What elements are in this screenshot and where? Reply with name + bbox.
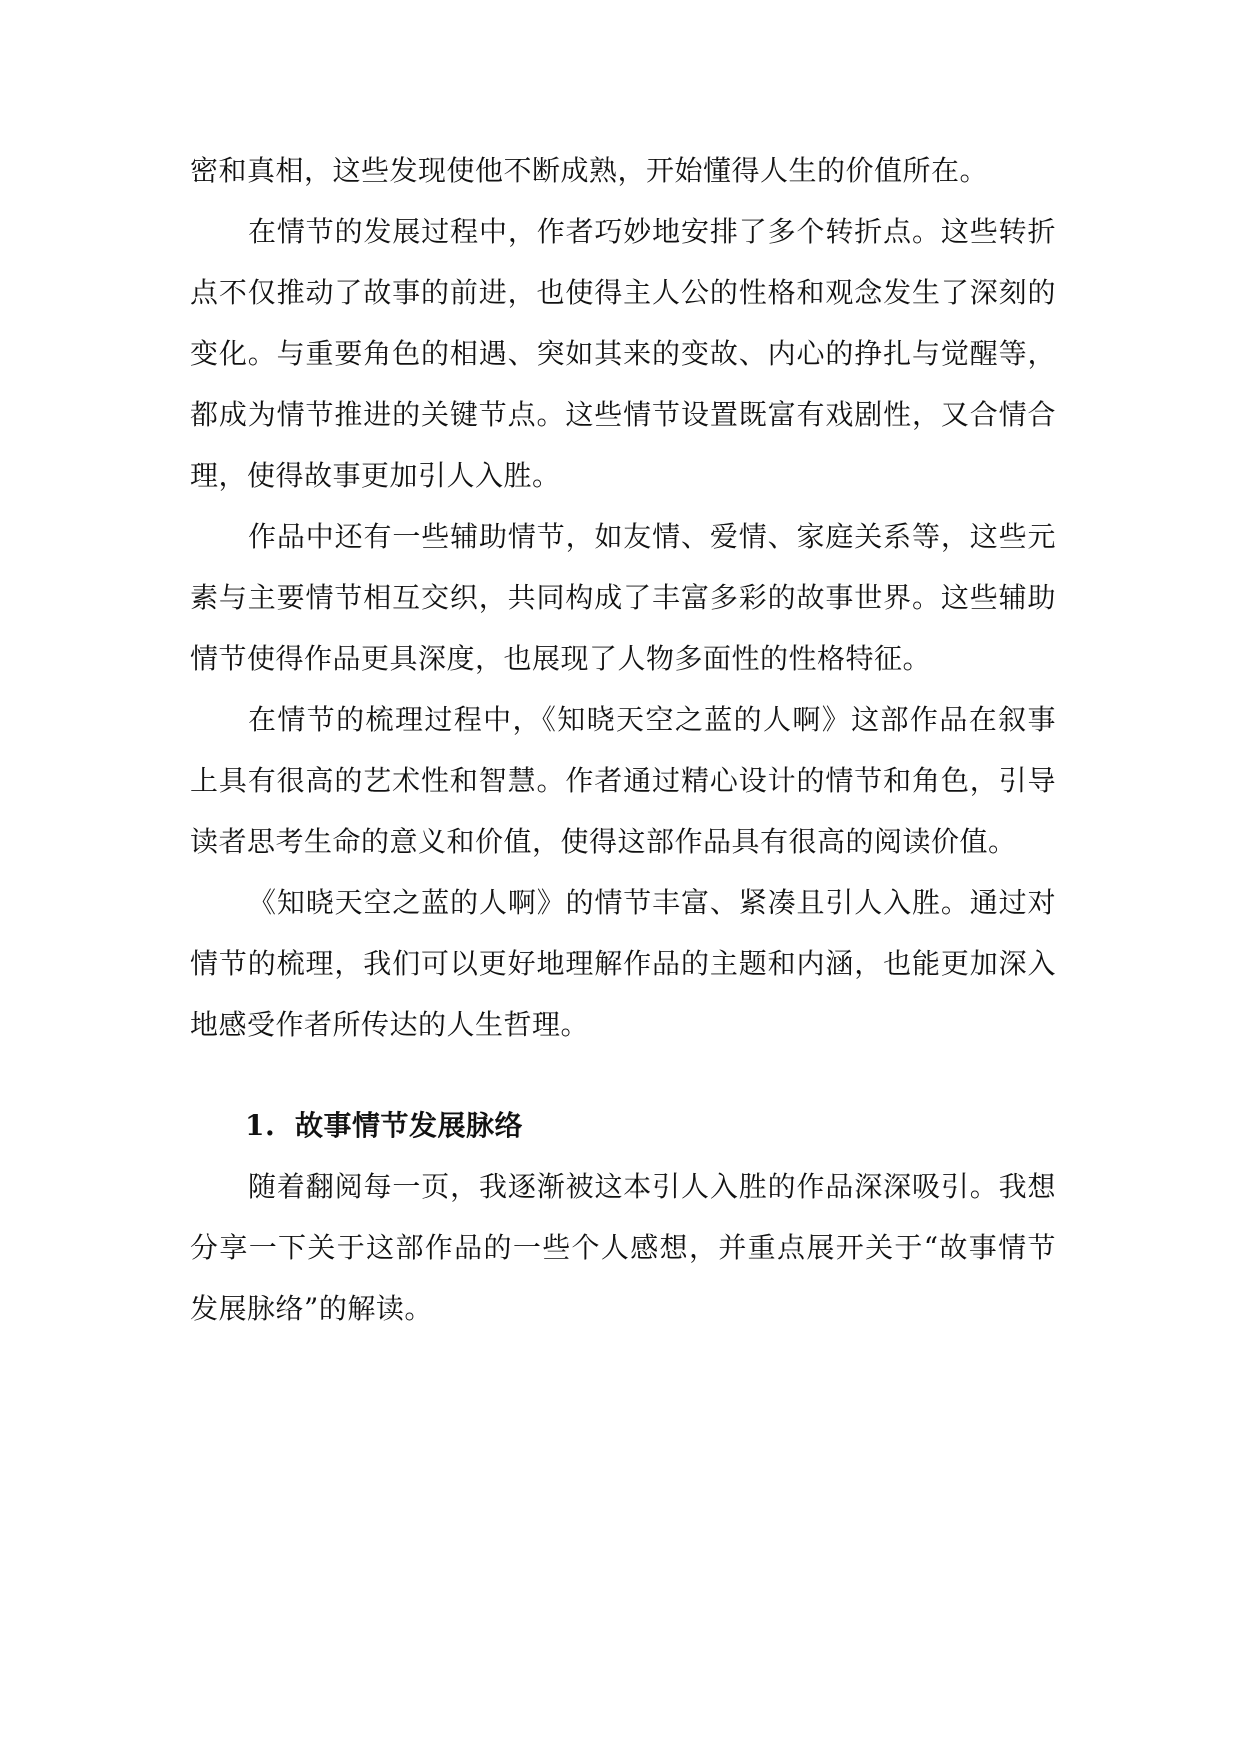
paragraph-subplots: 作品中还有一些辅助情节，如友情、爱情、家庭关系等，这些元素与主要情节相互交织，共同构成了丰富多彩的故事世界。这些辅助情节使得作品更具深度，也展现了人物多面性的性格特征。 [190, 520, 1056, 675]
paragraph-turning-points: 在情节的发展过程中，作者巧妙地安排了多个转折点。这些转折点不仅推动了故事的前进，也使得主人公的性格和观念发生了深刻的变化。与重要角色的相遇、突如其来的变故、内心的挣扎与觉醒等，都成为情节推进的关键节点。这些情节设置既富有戏剧性，又合情合理，使得故事更加引人入胜。 [190, 215, 1056, 492]
paragraph-intro: 随着翻阅每一页，我逐渐被这本引人入胜的作品深深吸引。我想分享一下关于这部作品的一些个人感想，并重点展开关于“故事情节发展脉络”的解读。 [190, 1170, 1056, 1325]
section-heading [190, 1095, 1056, 1156]
document-body [190, 140, 1056, 1339]
paragraph-summary: 《知晓天空之蓝的人啊》的情节丰富、紧凑且引人入胜。通过对情节的梳理，我们可以更好地理解作品的主题和内涵，也能更加深入地感受作者所传达的人生哲理。 [190, 886, 1056, 1041]
paragraph-continuation: 密和真相，这些发现使他不断成熟，开始懂得人生的价值所在。 [190, 154, 989, 187]
section-title: 故事情节发展脉络 [295, 1109, 524, 1142]
section-number: 1. [245, 1109, 276, 1142]
paragraph-narrative-art: 在情节的梳理过程中，《知晓天空之蓝的人啊》这部作品在叙事上具有很高的艺术性和智慧。作者通过精心设计的情节和角色，引导读者思考生命的意义和价值，使得这部作品具有很高的阅读价值。 [190, 703, 1056, 858]
